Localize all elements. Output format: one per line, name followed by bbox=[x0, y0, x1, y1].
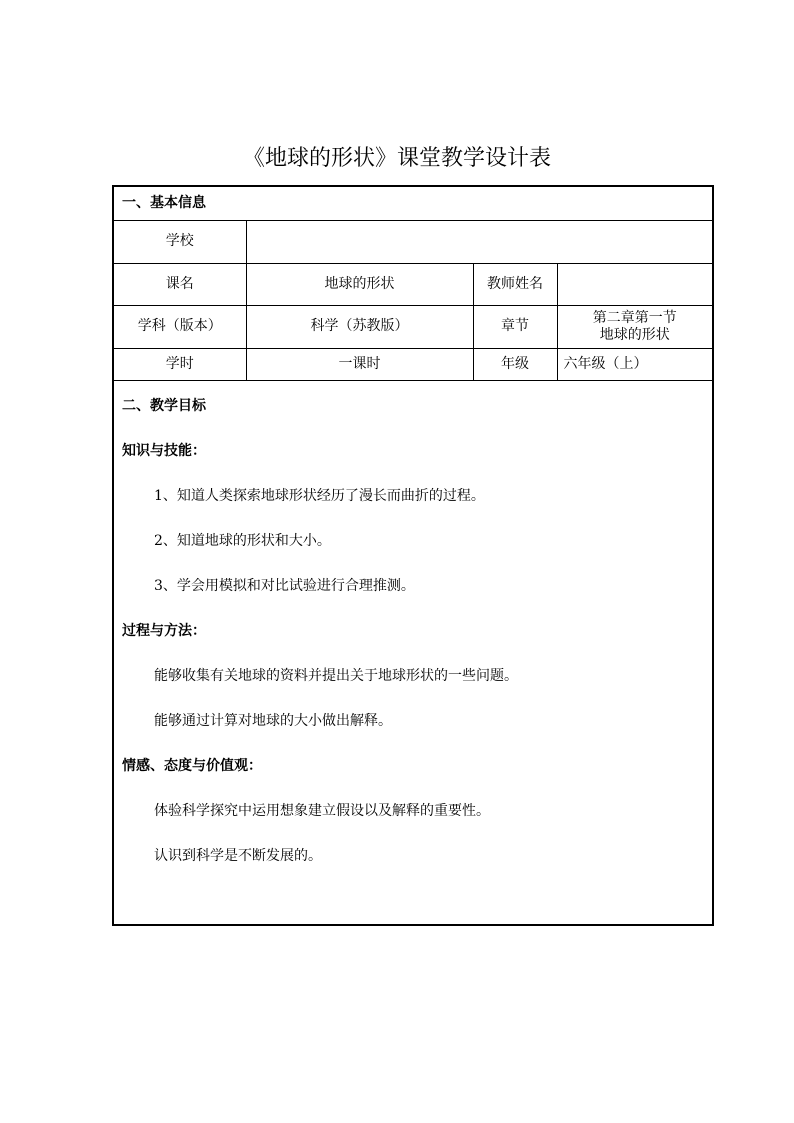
chapter-line-2: 地球的形状 bbox=[599, 326, 670, 343]
emotion-item-2: 认识到科学是不断发展的。 bbox=[154, 848, 322, 864]
teacher-label: 教师姓名 bbox=[473, 263, 557, 305]
emotion-heading: 情感、态度与价值观： bbox=[122, 758, 262, 774]
hours-value: 一课时 bbox=[246, 348, 473, 380]
knowledge-heading: 知识与技能： bbox=[122, 443, 206, 459]
objectives-heading: 二、教学目标 bbox=[122, 398, 206, 414]
subject-value: 科学（苏教版） bbox=[246, 305, 473, 348]
process-heading: 过程与方法： bbox=[122, 623, 206, 639]
school-value bbox=[246, 220, 712, 263]
chapter-label: 章节 bbox=[473, 305, 557, 348]
process-item-1: 能够收集有关地球的资料并提出关于地球形状的一些问题。 bbox=[154, 668, 518, 684]
school-label: 学校 bbox=[114, 220, 246, 263]
teacher-value bbox=[557, 263, 712, 305]
lesson-design-table bbox=[112, 185, 714, 926]
basic-info-heading: 一、基本信息 bbox=[114, 187, 712, 220]
course-label: 课名 bbox=[114, 263, 246, 305]
grade-value: 六年级（上） bbox=[557, 348, 712, 380]
document-title: 《地球的形状》课堂教学设计表 bbox=[242, 146, 551, 171]
emotion-item-1: 体验科学探究中运用想象建立假设以及解释的重要性。 bbox=[154, 803, 490, 819]
subject-label: 学科（版本） bbox=[114, 305, 246, 348]
chapter-line-1: 第二章第一节 bbox=[592, 309, 677, 326]
hours-label: 学时 bbox=[114, 348, 246, 380]
grade-label: 年级 bbox=[473, 348, 557, 380]
process-item-2: 能够通过计算对地球的大小做出解释。 bbox=[154, 713, 392, 729]
basic-info-table bbox=[114, 187, 712, 381]
knowledge-item-3: 3、学会用模拟和对比试验进行合理推测。 bbox=[154, 578, 415, 594]
course-value: 地球的形状 bbox=[246, 263, 473, 305]
knowledge-item-2: 2、知道地球的形状和大小。 bbox=[154, 533, 331, 549]
knowledge-item-1: 1、知道人类探索地球形状经历了漫长而曲折的过程。 bbox=[154, 488, 485, 504]
chapter-value bbox=[557, 305, 712, 348]
